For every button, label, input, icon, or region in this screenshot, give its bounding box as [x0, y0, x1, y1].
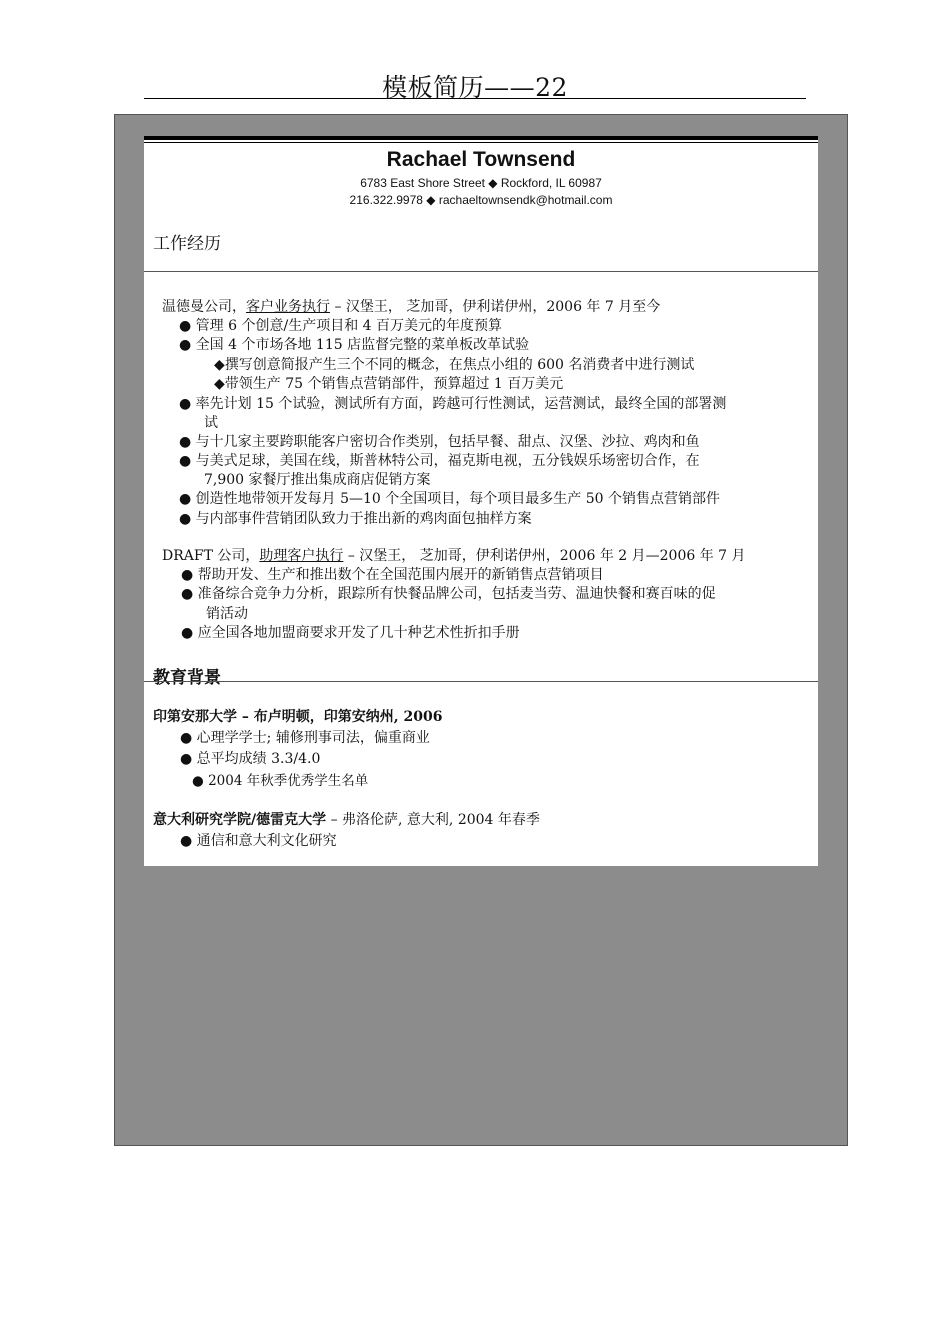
school2-name: 意大利研究学院/德雷克大学 — [153, 812, 327, 828]
job1-detail: – 汉堡王， 芝加哥，伊利诺伊州，2006 年 7 月至今 — [330, 299, 661, 315]
school2-bullet1: ● 通信和意大利文化研究 — [180, 833, 337, 849]
address-line: 6783 East Shore Street ◆ Rockford, IL 60987 — [360, 176, 602, 190]
job1-bullet1: ● 管理 6 个创意/生产项目和 4 百万美元的年度预算 — [179, 318, 502, 334]
top-thin-rule — [144, 142, 818, 143]
job2-bullet2-cont: 销活动 — [206, 606, 248, 622]
work-heading: 工作经历 — [153, 234, 221, 254]
job2-detail: – 汉堡王， 芝加哥，伊利诺伊州，2006 年 2 月—2006 年 7 月 — [343, 548, 746, 564]
resume-paper — [144, 136, 818, 866]
job1-bullet3: ● 率先计划 15 个试验，测试所有方面，跨越可行性测试，运营测试，最终全国的部署测 — [179, 396, 727, 412]
job2-bullet2: ● 准备综合竞争力分析，跟踪所有快餐品牌公司，包括麦当劳、温迪快餐和赛百味的促 — [181, 586, 716, 602]
job1-bullet7: ● 与内部事件营销团队致力于推出新的鸡肉面包抽样方案 — [179, 511, 532, 527]
education-rule — [144, 681, 818, 682]
school2-line — [153, 809, 540, 829]
job2-bullet1: ● 帮助开发、生产和推出数个在全国范围内展开的新销售点营销项目 — [181, 567, 604, 583]
job2-bullet3: ● 应全国各地加盟商要求开发了几十种艺术性折扣手册 — [181, 625, 520, 641]
work-rule — [144, 271, 818, 272]
job1-sub2: ◆带领生产 75 个销售点营销部件，预算超过 1 百万美元 — [214, 376, 564, 392]
job2-title: 助理客户执行 — [259, 548, 344, 564]
job2-company: DRAFT 公司， — [162, 548, 260, 564]
title-rule — [144, 98, 806, 99]
school1-line: 印第安那大学 – 布卢明顿，印第安纳州, 2006 — [153, 709, 443, 725]
school1-bullet3: ● 2004 年秋季优秀学生名单 — [192, 773, 369, 789]
candidate-name: Rachael Townsend — [386, 148, 576, 171]
job1-company: 温德曼公司， — [162, 299, 246, 315]
job1-title: 客户业务执行 — [246, 299, 330, 315]
school2-detail: – 弗洛伦萨, 意大利, 2004 年春季 — [326, 812, 540, 828]
job1-bullet3-cont: 试 — [204, 415, 218, 431]
job1-header — [162, 296, 660, 316]
phone-email-line: 216.322.9978 ◆ rachaeltownsendk@hotmail.com — [349, 193, 613, 207]
school1-bullet2: ● 总平均成绩 3.3/4.0 — [180, 751, 321, 767]
job2-header — [162, 545, 746, 565]
job1-sub1: ◆撰写创意简报产生三个不同的概念，在焦点小组的 600 名消费者中进行测试 — [214, 357, 695, 373]
school1-bullet1: ● 心理学学士; 辅修刑事司法，偏重商业 — [180, 730, 430, 746]
education-heading: 教育背景 — [153, 668, 221, 688]
document-title: 模板简历——22 — [382, 73, 568, 102]
job1-bullet5-cont: 7,900 家餐厅推出集成商店促销方案 — [204, 472, 431, 488]
job1-bullet6: ● 创造性地带领开发每月 5—10 个全国项目，每个项目最多生产 50 个销售点营销部件 — [179, 491, 721, 507]
job1-bullet5: ● 与美式足球，美国在线，斯普林特公司，福克斯电视，五分钱娱乐场密切合作，在 — [179, 453, 700, 469]
job1-bullet2: ● 全国 4 个市场各地 115 店监督完整的菜单板改革试验 — [179, 337, 530, 353]
top-thick-rule — [144, 136, 818, 140]
job1-bullet4: ● 与十几家主要跨职能客户密切合作类别，包括早餐、甜点、汉堡、沙拉、鸡肉和鱼 — [179, 434, 700, 450]
